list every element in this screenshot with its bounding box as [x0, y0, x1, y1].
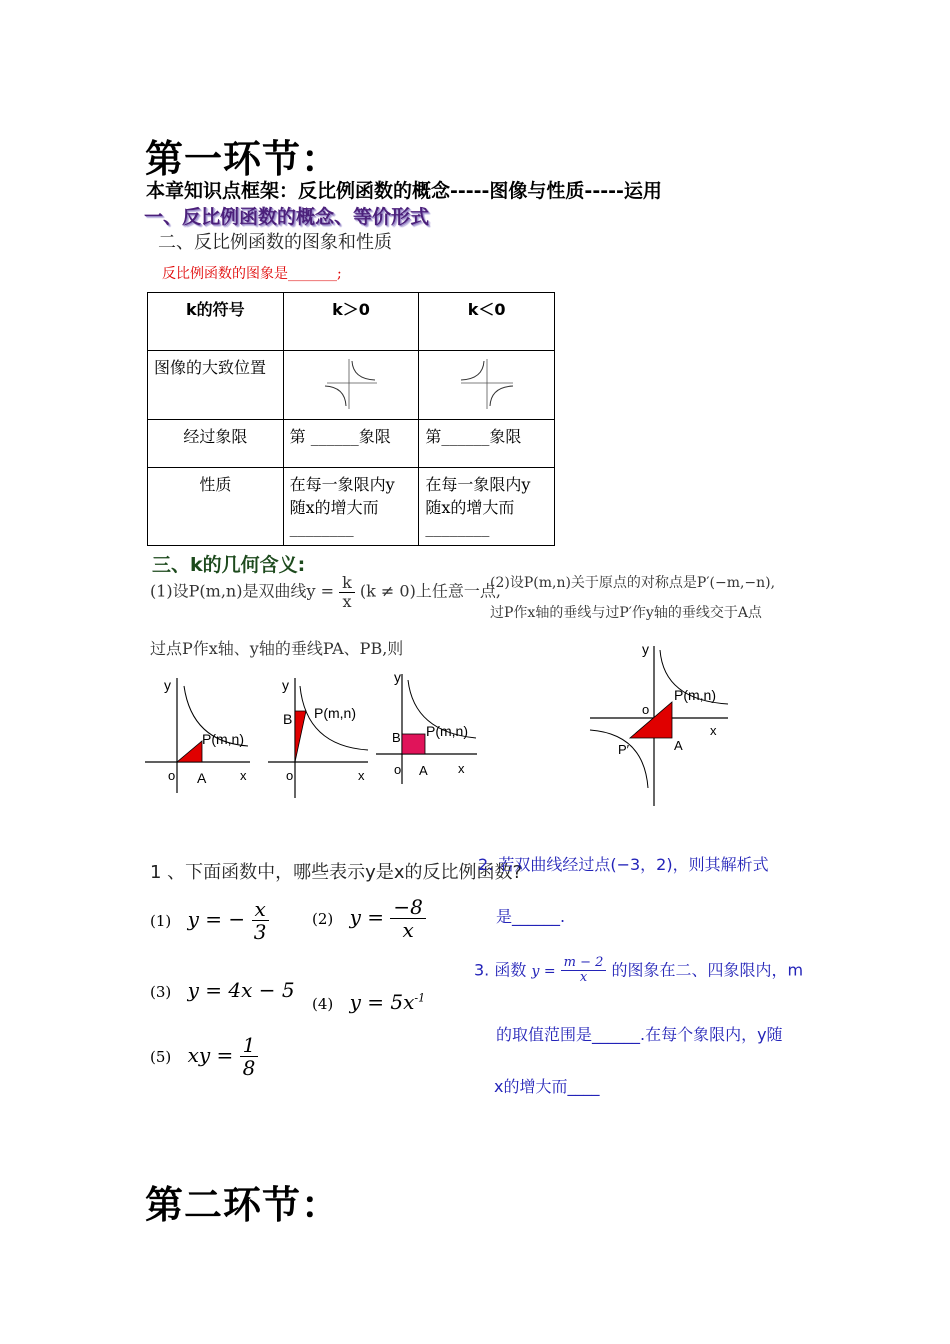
q3-numerator: m − 2 [561, 956, 607, 971]
point-p-label: P(m,n) [202, 731, 244, 747]
properties-table [147, 292, 555, 546]
option-2-denominator: x [402, 918, 414, 942]
option-5-numerator: 1 [240, 1034, 259, 1057]
option-1-numerator: x [252, 898, 269, 921]
y-axis-label: y [164, 677, 171, 693]
option-4-exponent: -1 [414, 991, 426, 1005]
point-a-label: A [419, 763, 428, 778]
row-position-label: 图像的大致位置 [148, 351, 284, 420]
option-2-lhs: y = [349, 905, 385, 929]
geo1-fraction [339, 574, 355, 610]
section-two-title: 第二环节： [145, 1182, 341, 1227]
geometric-meaning-2-line1: (2)设P(m,n)关于原点的对称点是P′(−m,−n), [490, 575, 776, 591]
option-2-fraction [390, 896, 425, 941]
property-line2: 随x的增大而 [425, 498, 515, 517]
option-2-numerator: −8 [390, 896, 425, 919]
col-k-negative: k＜0 [419, 293, 555, 351]
geometric-meaning-2-line2: 过P作x轴的垂线与过P′作y轴的垂线交于A点 [490, 605, 762, 621]
part3-heading: 三、k的几何含义: [152, 554, 306, 576]
option-3-expression: y = 4x − 5 [187, 978, 295, 1002]
graph-rectangle-papb [372, 666, 482, 786]
row-property-label: 性质 [148, 468, 284, 546]
question-3-line1 [474, 956, 803, 986]
x-axis-label: x [458, 761, 465, 776]
geo1-numerator: k [339, 574, 355, 593]
origin-label: o [168, 768, 176, 783]
graph-k-negative [419, 351, 555, 420]
point-p-label: P(m,n) [314, 705, 356, 721]
geo1-text-a: (1)设P(m,n)是双曲线y = [150, 581, 335, 601]
row-quadrant-label: 经过象限 [148, 420, 284, 468]
section-one-title: 第一环节： [145, 136, 341, 181]
y-axis-label: y [642, 641, 649, 657]
question-2-line1: 2. 若双曲线经过点(−3，2)，则其解析式 [478, 855, 769, 874]
q1-option-2 [312, 896, 426, 941]
y-axis-label: y [282, 677, 289, 693]
property-k-positive [283, 468, 419, 546]
hyperbola-negative-icon [457, 355, 517, 411]
col-k-positive: k＞0 [283, 293, 419, 351]
property-k-negative [419, 468, 555, 546]
q3-lhs: y = [531, 963, 556, 980]
origin-label: o [394, 762, 402, 777]
graph-triangle-pb [258, 668, 373, 798]
property-line2: 随x的增大而 [289, 498, 379, 517]
q3-fraction [561, 956, 607, 986]
property-line1: 在每一象限内y [425, 475, 531, 494]
geometric-meaning-1-line2: 过点P作x轴、y轴的垂线PA、PB,则 [150, 639, 404, 658]
geometric-meaning-1 [150, 574, 501, 610]
option-4-label: (4) [312, 995, 334, 1013]
x-axis-label: x [358, 768, 365, 783]
option-1-lhs: y = − [187, 907, 246, 931]
option-3-label: (3) [150, 983, 172, 1001]
part1-heading: 一、反比例函数的概念、等价形式 [144, 206, 430, 228]
geo1-text-b: (k ≠ 0)上任意一点, [359, 581, 501, 601]
point-a-label: A [197, 770, 207, 786]
q1-option-3 [150, 978, 295, 1002]
option-5-label: (5) [150, 1048, 172, 1066]
x-axis-label: x [240, 768, 247, 783]
question-2-line2: 是______. [496, 907, 566, 926]
point-b-label: B [283, 711, 293, 727]
q3-text-b: 的图象在二、四象限内，m [611, 960, 804, 980]
q3-text-a: 3. 函数 [474, 960, 527, 980]
q1-option-5 [150, 1034, 258, 1079]
option-5-fraction [240, 1034, 259, 1079]
geo1-denominator: x [342, 591, 352, 611]
option-5-denominator: 8 [242, 1056, 256, 1080]
graph-note: 反比例函数的图象是_______; [162, 266, 342, 282]
graph-symmetric-point [588, 638, 738, 808]
q3-denominator: x [579, 970, 588, 986]
option-1-fraction [252, 898, 269, 943]
point-a-label: A [674, 738, 683, 753]
option-1-label: (1) [150, 912, 172, 930]
graph-triangle-pa [140, 668, 255, 793]
point-b-label: B [392, 730, 401, 745]
col-k-sign: k的符号 [148, 293, 284, 351]
question-1-title: 1 、下面函数中，哪些表示y是x的反比例函数? [150, 862, 523, 883]
question-3-line2: 的取值范围是______.在每个象限内，y随 [496, 1025, 783, 1044]
option-4-expression: y = 5x [349, 990, 415, 1014]
origin-label: o [642, 702, 650, 717]
knowledge-framework: 本章知识点框架：反比例函数的概念-----图像与性质-----运用 [146, 180, 662, 202]
q1-option-1 [150, 898, 269, 943]
quadrant-k-positive: 第 ______象限 [283, 420, 419, 468]
point-p-label: P(m,n) [426, 723, 468, 739]
origin-label: o [286, 768, 294, 783]
part2-heading: 二、反比例函数的图象和性质 [158, 232, 392, 253]
option-5-lhs: xy = [187, 1043, 234, 1067]
point-p-prime-label: P′ [618, 742, 630, 757]
property-blank: ________ [289, 518, 354, 537]
point-p-label: P(m,n) [674, 687, 716, 703]
option-1-denominator: 3 [253, 920, 267, 944]
quadrant-k-negative: 第______象限 [419, 420, 555, 468]
q1-option-4 [312, 990, 425, 1014]
y-axis-label: y [394, 669, 401, 685]
graph-k-positive [283, 351, 419, 420]
property-blank: ________ [425, 518, 490, 537]
question-3-line3: x的增大而____ [494, 1077, 600, 1096]
option-2-label: (2) [312, 910, 334, 928]
hyperbola-positive-icon [321, 355, 381, 411]
property-line1: 在每一象限内y [289, 475, 395, 494]
x-axis-label: x [710, 723, 717, 738]
